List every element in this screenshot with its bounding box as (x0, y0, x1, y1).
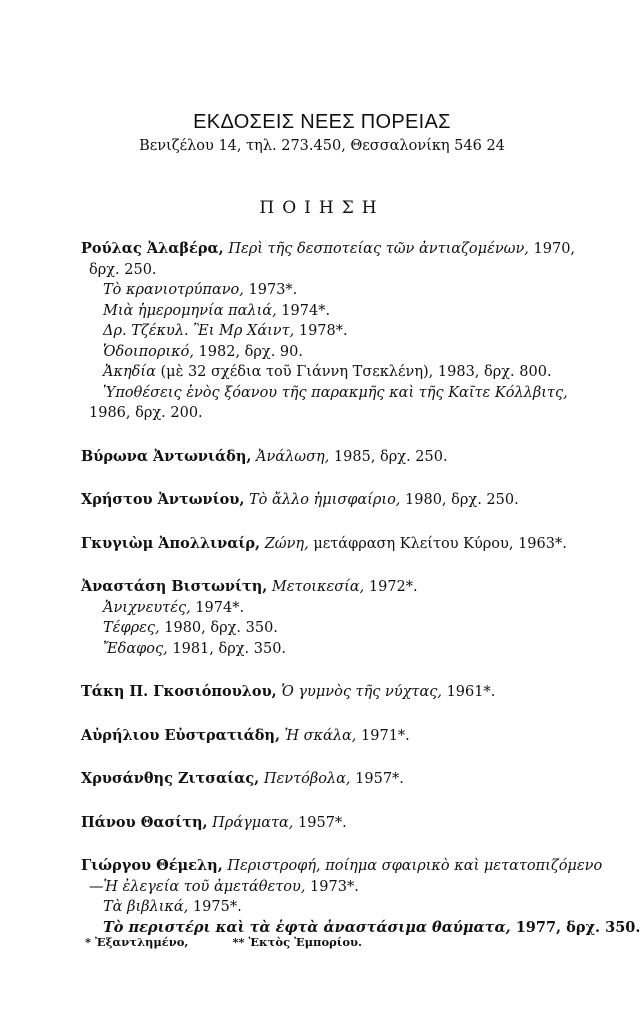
book-title: —Ἡ ἐλεγεία τοῦ ἀμετάθετου, (89, 878, 306, 895)
entry-spacer (81, 790, 601, 813)
section-title: ΠΟΙΗΣΗ (259, 198, 385, 218)
entry-continuation-line (81, 342, 601, 363)
book-title: Ἀκηδία (103, 364, 156, 380)
book-details: 1975*. (188, 899, 242, 915)
entry-spacer (81, 703, 601, 726)
footnote (85, 935, 362, 949)
book-title: Μιὰ ἡμερομηνία παλιά, (103, 302, 277, 319)
book-title: Ἡ σκάλα, (284, 727, 357, 744)
author-name: Χρυσάνθης Ζιτσαίας, (81, 770, 260, 787)
book-details: 1961*. (441, 684, 496, 700)
entry-continuation-line (81, 362, 601, 383)
entry-continuation-line (81, 618, 601, 639)
book-details: 1957*. (293, 814, 347, 831)
book-title: Τὸ ἄλλο ἡμισφαίριο, (249, 492, 401, 508)
entry-spacer (81, 467, 601, 490)
book-entry (81, 856, 641, 938)
entry-first-line (81, 534, 601, 555)
book-details: 1973*. (305, 878, 359, 895)
author-name: Γκυγιὼμ Ἀπολλιναίρ, (81, 534, 261, 552)
book-details: 1974*. (276, 302, 331, 319)
author-name: Ἀναστάση Βιστωνίτη, (81, 578, 268, 595)
entry-continuation-line (81, 260, 601, 281)
book-title: Τὰ βιβλικά, (103, 899, 189, 915)
entry-first-line (81, 447, 601, 468)
entry-continuation-line (81, 301, 601, 322)
publisher-address: Βενιζέλου 14, τηλ. 273.450, Θεσσαλονίκη 546 24 (139, 138, 505, 154)
book-title: Μετοικεσία, (271, 579, 365, 595)
book-details: 1985, δρχ. 250. (329, 448, 448, 465)
author-name: Πάνου Θασίτη, (81, 813, 208, 831)
book-details: 1980, δρχ. 350. (159, 620, 278, 636)
book-details: 1986, δρχ. 200. (89, 405, 203, 421)
entry-continuation-line (81, 877, 601, 898)
book-details: 1974*. (190, 599, 245, 616)
book-details: (μὲ 32 σχέδια τοῦ Γιάννη Τσεκλένη), 1983, δρχ. 800. (155, 364, 552, 380)
book-entry (81, 490, 601, 511)
book-entry (81, 577, 601, 659)
book-title: Ἀνάλωση, (256, 448, 330, 465)
entry-continuation-line (81, 383, 601, 404)
entry-spacer (81, 424, 601, 447)
author-name: Βύρωνα Ἀντωνιάδη, (81, 447, 252, 465)
book-title: Δρ. Τζέκυλ. Ἒι Μρ Χάιντ, (103, 323, 295, 339)
author-name: Χρήστου Ἀντωνίου, (81, 491, 245, 508)
book-list (81, 239, 641, 938)
book-entry (81, 682, 601, 703)
book-details: μετάφραση Κλείτου Κύρου, 1963*. (308, 535, 567, 552)
book-entry (81, 726, 601, 747)
book-details: 1973*. (243, 282, 298, 298)
entry-continuation-line (81, 280, 601, 301)
entry-spacer (81, 511, 601, 534)
book-title: Πράγματα, (212, 814, 294, 831)
author-name: Τάκη Π. Γκοσιόπουλου, (81, 683, 277, 700)
entry-first-line (81, 239, 601, 260)
book-details: 1981, δρχ. 350. (167, 640, 287, 657)
entry-first-line (81, 726, 601, 747)
book-title: Ὁδοιπορικό, (103, 343, 194, 360)
book-title: Ἔδαφος, (103, 640, 168, 657)
book-details: 1978*. (294, 323, 348, 339)
entry-spacer (81, 833, 601, 856)
entry-first-line (81, 577, 601, 598)
author-name: Αὐρήλιου Εὐστρατιάδη, (81, 726, 281, 744)
entry-first-line (81, 813, 601, 834)
book-details: 1957*. (350, 771, 404, 787)
book-title: Περὶ τῆς δεσποτείας τῶν ἀντιαζομένων, (228, 241, 529, 257)
entry-spacer (81, 746, 601, 769)
entry-spacer (81, 554, 601, 577)
entry-continuation-line (81, 598, 601, 619)
book-details: 1982, δρχ. 90. (193, 343, 303, 360)
book-title: Τὸ περιστέρι καὶ τὰ ἑφτὰ ἀναστάσιμα θαύματα, (103, 918, 511, 936)
book-details: 1970, (528, 241, 576, 257)
book-entry (81, 534, 601, 555)
publisher-name: ΕΚΔΟΣΕΙΣ ΝΕΕΣ ΠΟΡΕΙΑΣ (193, 111, 451, 133)
book-details: 1977, δρχ. 350. (510, 918, 641, 936)
book-entry (81, 239, 601, 424)
book-details: 1980, δρχ. 250. (400, 492, 519, 508)
entry-continuation-line (81, 403, 601, 424)
book-details: δρχ. 250. (89, 261, 157, 278)
book-entry (81, 447, 601, 468)
book-title: Πεντόβολα, (263, 771, 351, 787)
entry-first-line (81, 490, 601, 511)
entry-first-line (81, 682, 601, 703)
entry-spacer (81, 659, 601, 682)
footnote-not-for-sale: ** Ἐκτὸς Ἐμπορίου. (232, 935, 362, 949)
book-title: Τὸ κρανιοτρύπανο, (103, 282, 244, 298)
book-title: Ζώνη, (264, 535, 309, 552)
book-title: Τέφρες, (103, 620, 160, 636)
entry-first-line (81, 856, 601, 877)
entry-continuation-line (81, 639, 601, 660)
author-name: Ρούλας Ἀλαβέρα, (81, 240, 224, 257)
book-title: Ὑποθέσεις ἑνὸς ξόανου τῆς παρακμῆς καὶ τῆς Καῖτε Κόλλβιτς, (103, 384, 568, 401)
book-title: Περιστροφή, ποίημα σφαιρικὸ καὶ μετατοπιζόμενο (227, 858, 603, 874)
book-title: Ἀνιχνευτές, (103, 599, 191, 616)
entry-continuation-line (81, 897, 601, 918)
book-details: 1971*. (356, 727, 410, 744)
book-entry (81, 769, 601, 790)
book-title: Ὁ γυμνὸς τῆς νύχτας, (281, 684, 442, 700)
entry-continuation-line (81, 321, 601, 342)
book-details: 1972*. (364, 579, 418, 595)
author-name: Γιώργου Θέμελη, (81, 857, 223, 874)
footnote-out-of-print: * Ἐξαντλημένο, (85, 935, 189, 949)
entry-first-line (81, 769, 601, 790)
book-entry (81, 813, 601, 834)
